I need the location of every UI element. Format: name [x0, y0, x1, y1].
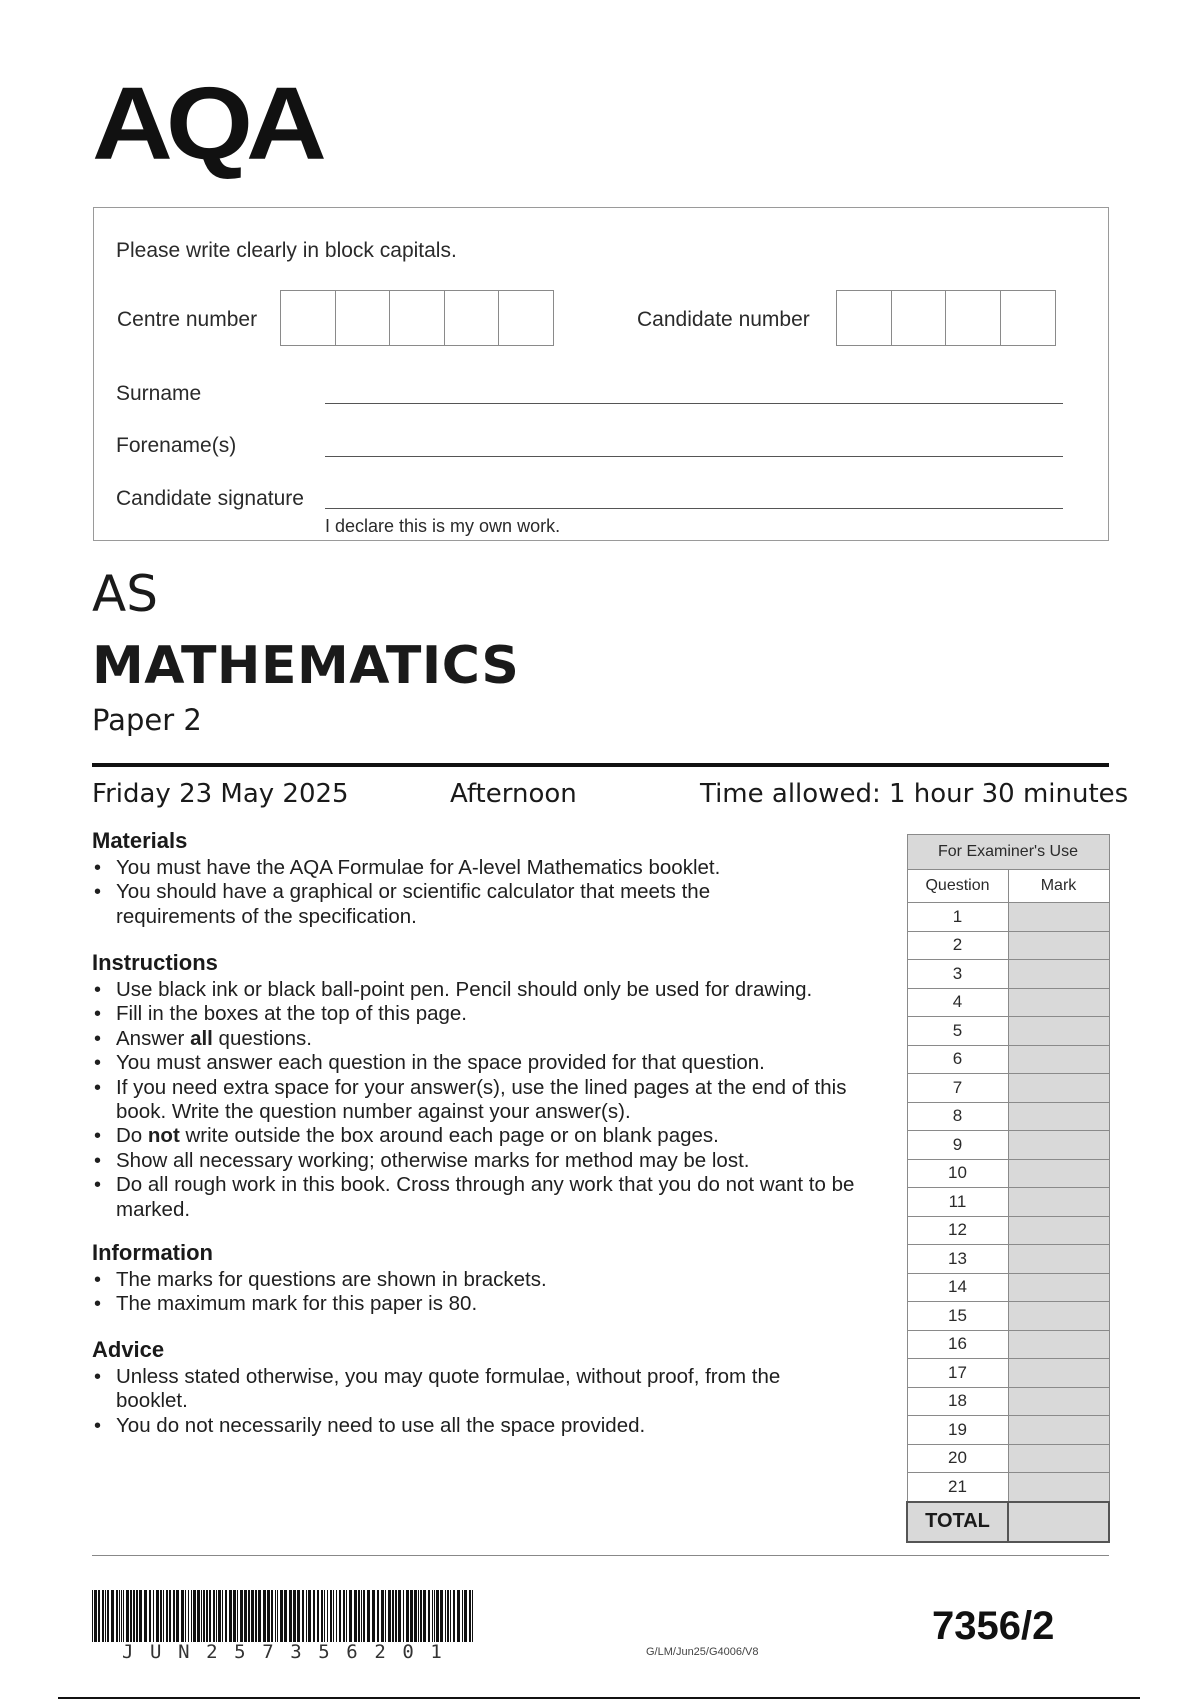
document-reference: G/LM/Jun25/G4006/V8	[646, 1646, 759, 1658]
mark-cell[interactable]	[1008, 960, 1109, 989]
exam-date: Friday 23 May 2025	[92, 779, 349, 809]
list-item: • Show all necessary working; otherwise marks for method may be lost.	[92, 1149, 882, 1173]
candidate-digit-box[interactable]	[891, 290, 947, 346]
materials-heading: Materials	[92, 828, 188, 853]
instructions-section	[92, 950, 882, 1222]
table-row	[907, 1159, 1109, 1188]
question-number: 12	[907, 1216, 1008, 1245]
question-number: 9	[907, 1131, 1008, 1160]
list-item: • You should have a graphical or scientific calculator that meets the requirements of the specification.	[92, 880, 816, 929]
centre-digit-box[interactable]	[498, 290, 554, 346]
mark-cell[interactable]	[1008, 1131, 1109, 1160]
mark-cell[interactable]	[1008, 1416, 1109, 1445]
question-number: 17	[907, 1359, 1008, 1388]
list-item: • You must have the AQA Formulae for A-level Mathematics booklet.	[92, 856, 882, 880]
table-row	[907, 1387, 1109, 1416]
information-list	[92, 1268, 882, 1317]
table-row	[907, 903, 1109, 932]
table-row	[907, 1216, 1109, 1245]
question-number: 6	[907, 1045, 1008, 1074]
question-column-header: Question	[907, 870, 1008, 903]
list-item: • Do not write outside the box around each page or on blank pages.	[92, 1124, 882, 1148]
mark-cell[interactable]	[1008, 1245, 1109, 1274]
table-row	[907, 988, 1109, 1017]
surname-label: Surname	[116, 382, 202, 405]
materials-list	[92, 856, 882, 929]
table-row	[907, 1302, 1109, 1331]
candidate-number-label: Candidate number	[637, 308, 810, 331]
mark-cell[interactable]	[1008, 1473, 1109, 1502]
list-item: • If you need extra space for your answer(s), use the lined pages at the end of this book. Write the question number against your answer(s).	[92, 1076, 896, 1125]
centre-number-boxes	[280, 290, 554, 346]
title-rule	[92, 763, 1109, 767]
centre-digit-box[interactable]	[389, 290, 445, 346]
list-item: • Do all rough work in this book. Cross through any work that you do not want to be marked.	[92, 1173, 896, 1222]
table-row	[907, 1188, 1109, 1217]
list-item: • The maximum mark for this paper is 80.	[92, 1292, 882, 1316]
table-row	[907, 1245, 1109, 1274]
table-row	[907, 1444, 1109, 1473]
question-number: 2	[907, 931, 1008, 960]
question-number: 11	[907, 1188, 1008, 1217]
information-heading: Information	[92, 1240, 213, 1265]
mark-cell[interactable]	[1008, 1444, 1109, 1473]
question-number: 7	[907, 1074, 1008, 1103]
mark-column-header: Mark	[1008, 870, 1109, 903]
mark-cell[interactable]	[1008, 1216, 1109, 1245]
mark-cell[interactable]	[1008, 1159, 1109, 1188]
candidate-digit-box[interactable]	[836, 290, 892, 346]
mark-cell[interactable]	[1008, 1330, 1109, 1359]
centre-digit-box[interactable]	[280, 290, 336, 346]
mark-cell[interactable]	[1008, 1074, 1109, 1103]
time-allowed: Time allowed: 1 hour 30 minutes	[700, 779, 1129, 809]
question-number: 1	[907, 903, 1008, 932]
block-capitals-instruction: Please write clearly in block capitals.	[116, 239, 457, 262]
total-label: TOTAL	[907, 1502, 1008, 1542]
total-mark-cell[interactable]	[1008, 1502, 1109, 1542]
subject-title: MATHEMATICS	[92, 636, 520, 696]
list-item: • The marks for questions are shown in brackets.	[92, 1268, 882, 1292]
mark-cell[interactable]	[1008, 931, 1109, 960]
bottom-rule	[92, 1555, 1109, 1556]
table-row	[907, 931, 1109, 960]
materials-section	[92, 828, 882, 929]
list-item: • You must answer each question in the space provided for that question.	[92, 1051, 882, 1075]
candidate-number-boxes	[836, 290, 1056, 346]
examiner-table-heading: For Examiner's Use	[907, 835, 1109, 870]
candidate-digit-box[interactable]	[945, 290, 1001, 346]
footer-rule	[58, 1697, 1140, 1699]
question-number: 5	[907, 1017, 1008, 1046]
table-row	[907, 1074, 1109, 1103]
question-number: 21	[907, 1473, 1008, 1502]
barcode-number: JUN257356201	[122, 1641, 459, 1663]
table-row	[907, 1102, 1109, 1131]
examiner-use-table	[906, 834, 1110, 1543]
mark-cell[interactable]	[1008, 988, 1109, 1017]
centre-digit-box[interactable]	[444, 290, 500, 346]
table-row	[907, 1416, 1109, 1445]
question-number: 14	[907, 1273, 1008, 1302]
table-row	[907, 1131, 1109, 1160]
table-row	[907, 1473, 1109, 1502]
barcode-icon	[92, 1590, 477, 1642]
question-number: 16	[907, 1330, 1008, 1359]
mark-cell[interactable]	[1008, 1387, 1109, 1416]
question-number: 19	[907, 1416, 1008, 1445]
signature-label: Candidate signature	[116, 487, 304, 510]
paper-number: Paper 2	[92, 703, 202, 737]
table-row	[907, 1330, 1109, 1359]
advice-section	[92, 1337, 882, 1438]
mark-cell[interactable]	[1008, 1302, 1109, 1331]
instructions-list	[92, 978, 882, 1222]
list-item: • Answer all questions.	[92, 1027, 882, 1051]
mark-cell[interactable]	[1008, 1359, 1109, 1388]
aqa-logo: AQA	[92, 65, 320, 181]
surname-field[interactable]	[325, 403, 1063, 404]
advice-list	[92, 1365, 882, 1438]
exam-session: Afternoon	[450, 779, 577, 809]
question-number: 4	[907, 988, 1008, 1017]
list-item: • Unless stated otherwise, you may quote formulae, without proof, from the booklet.	[92, 1365, 836, 1414]
table-row	[907, 1359, 1109, 1388]
table-row	[907, 960, 1109, 989]
declaration-text: I declare this is my own work.	[325, 516, 561, 536]
question-number: 13	[907, 1245, 1008, 1274]
instructions-heading: Instructions	[92, 950, 218, 975]
mark-cell[interactable]	[1008, 1102, 1109, 1131]
mark-cell[interactable]	[1008, 903, 1109, 932]
list-item: • Use black ink or black ball-point pen. Pencil should only be used for drawing.	[92, 978, 882, 1002]
forename-field[interactable]	[325, 456, 1063, 457]
centre-digit-box[interactable]	[335, 290, 391, 346]
forename-label: Forename(s)	[116, 434, 237, 457]
question-number: 10	[907, 1159, 1008, 1188]
table-row	[907, 1045, 1109, 1074]
mark-cell[interactable]	[1008, 1045, 1109, 1074]
candidate-digit-box[interactable]	[1000, 290, 1056, 346]
centre-number-label: Centre number	[117, 308, 258, 331]
information-section	[92, 1240, 882, 1317]
list-item: • Fill in the boxes at the top of this page.	[92, 1002, 882, 1026]
mark-cell[interactable]	[1008, 1017, 1109, 1046]
paper-code: 7356/2	[932, 1604, 1055, 1648]
question-number: 18	[907, 1387, 1008, 1416]
signature-field[interactable]	[325, 508, 1063, 509]
question-number: 3	[907, 960, 1008, 989]
table-row	[907, 1273, 1109, 1302]
table-row	[907, 1017, 1109, 1046]
mark-cell[interactable]	[1008, 1188, 1109, 1217]
total-row	[907, 1502, 1109, 1542]
question-number: 20	[907, 1444, 1008, 1473]
question-number: 8	[907, 1102, 1008, 1131]
qualification-level: AS	[92, 565, 158, 623]
advice-heading: Advice	[92, 1337, 165, 1362]
mark-cell[interactable]	[1008, 1273, 1109, 1302]
question-number: 15	[907, 1302, 1008, 1331]
list-item: • You do not necessarily need to use all the space provided.	[92, 1414, 882, 1438]
